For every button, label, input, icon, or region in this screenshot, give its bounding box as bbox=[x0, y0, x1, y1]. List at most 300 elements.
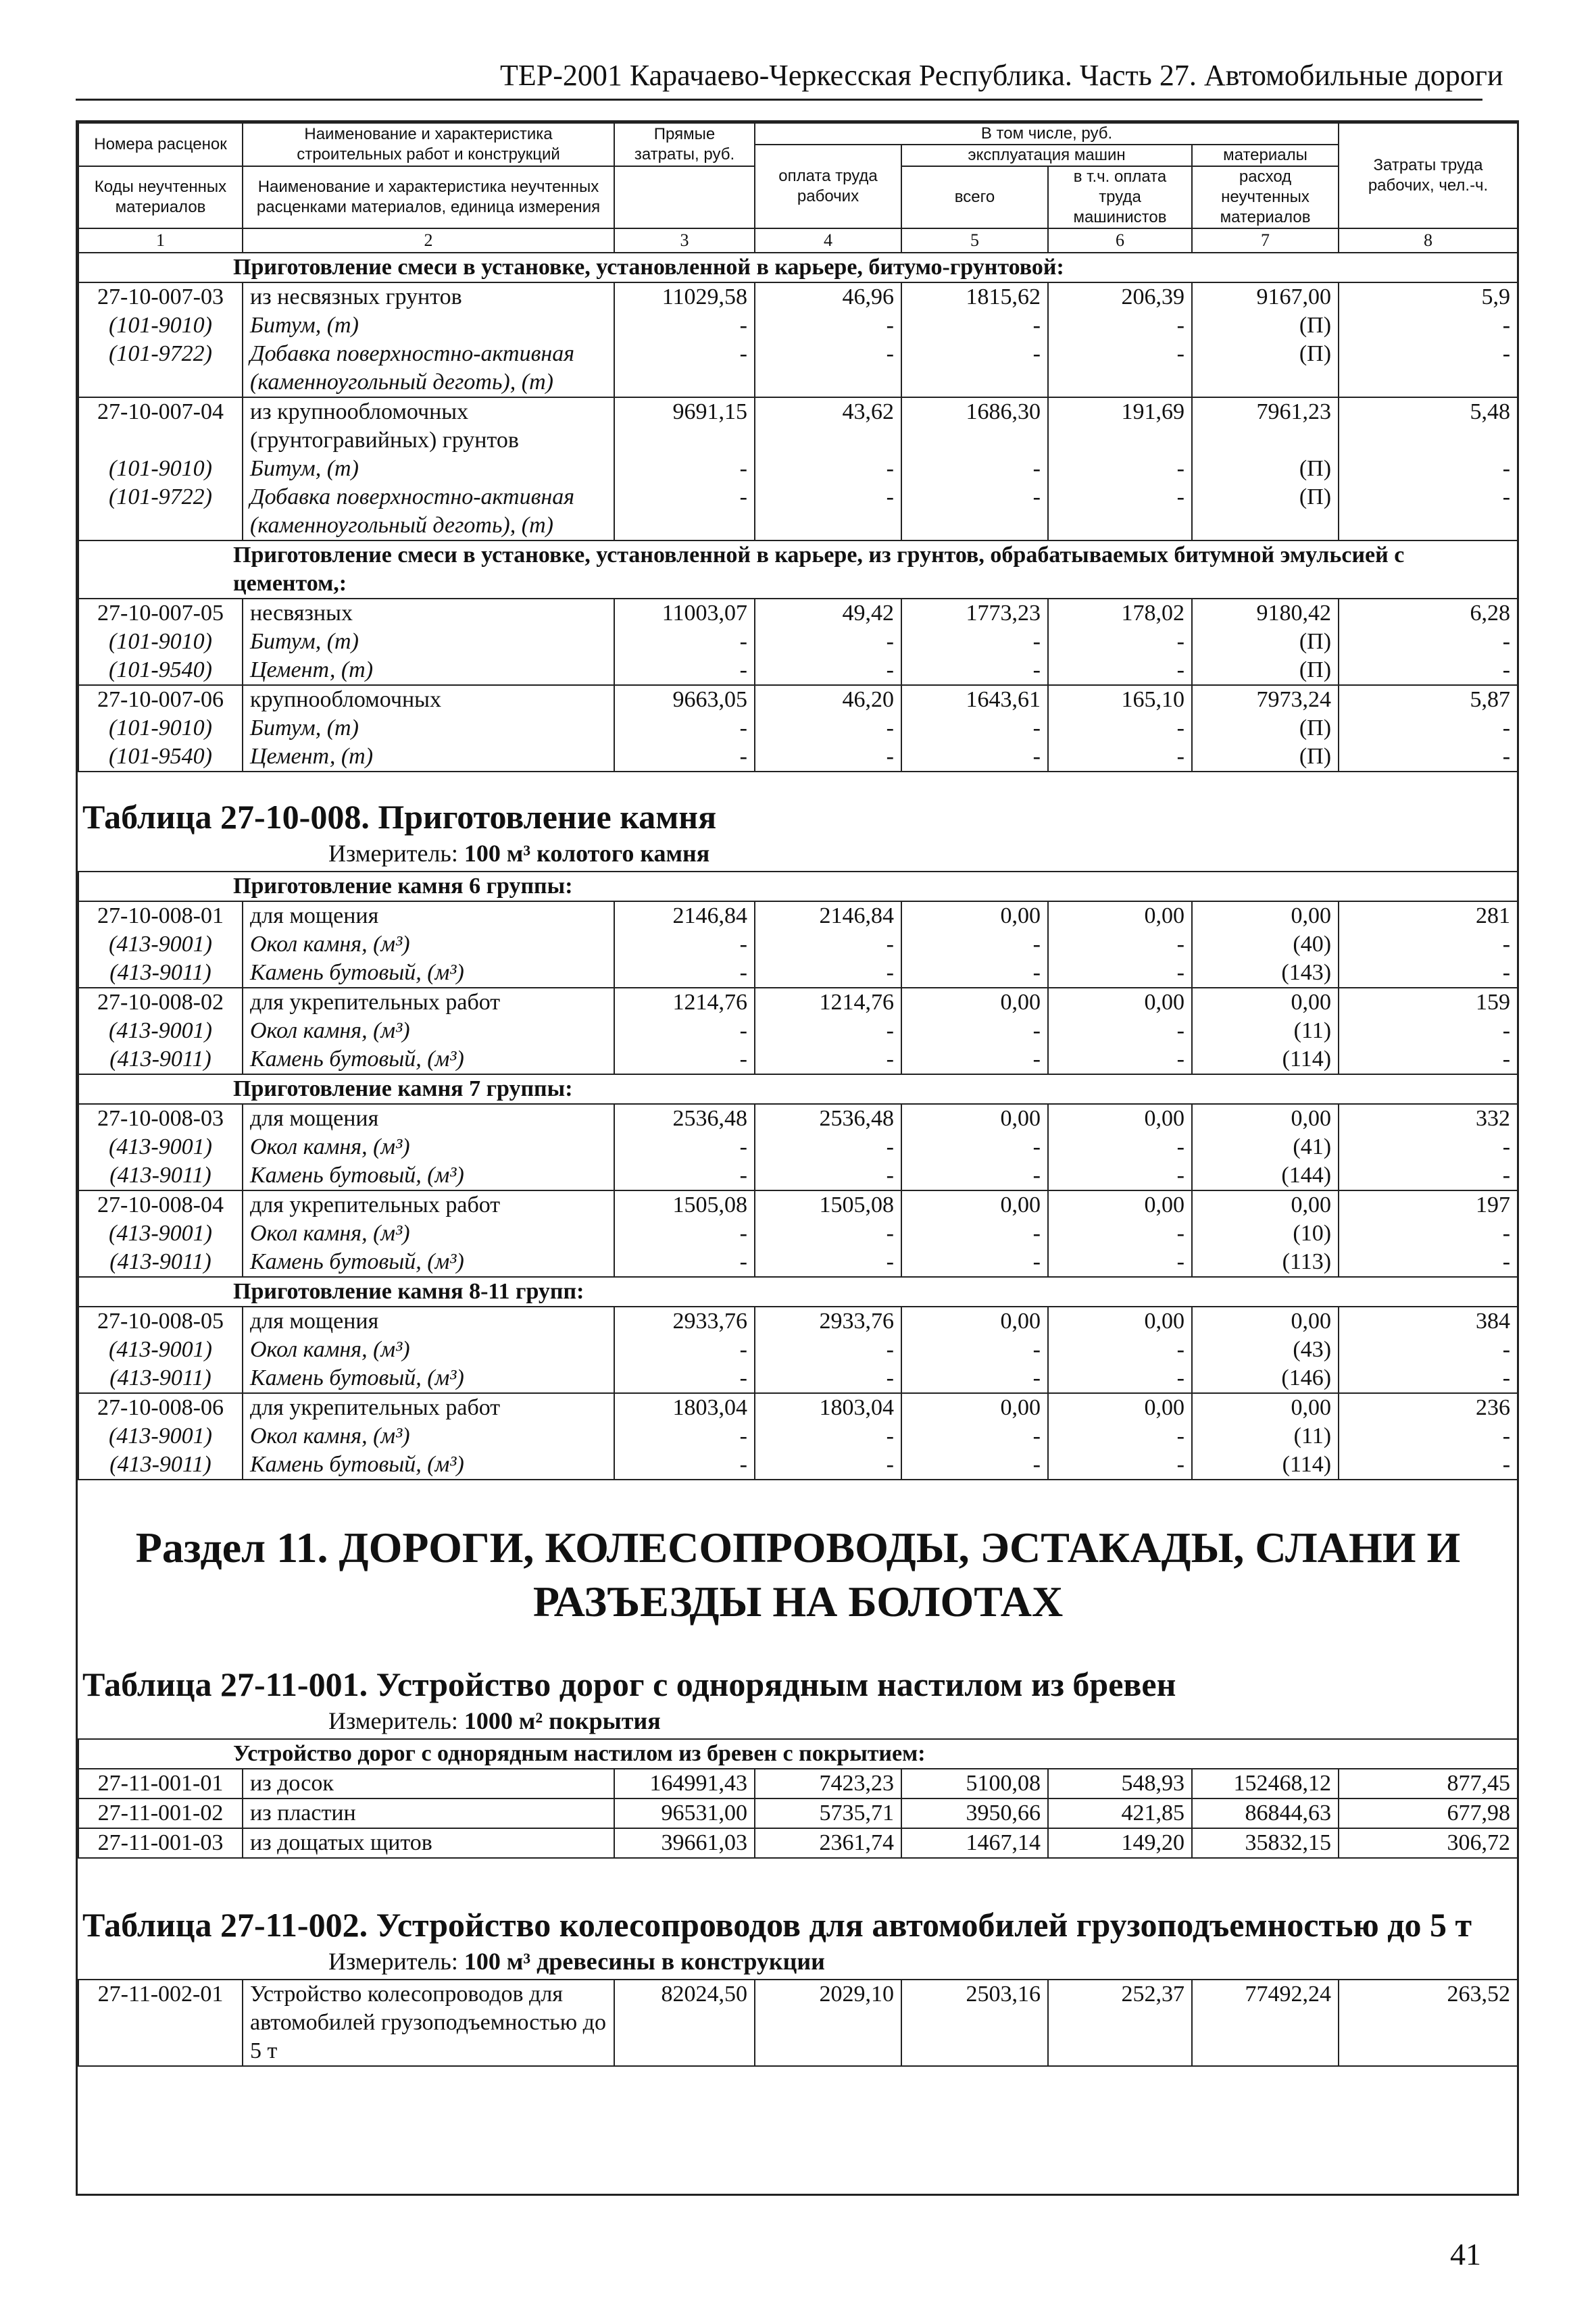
rate-code-cell: 27-10-007-05 bbox=[78, 599, 243, 628]
labor-hours-cell: 281 bbox=[1339, 901, 1518, 930]
machines-total-cell: - bbox=[901, 1248, 1048, 1277]
labor-hours-cell: 5,87 bbox=[1339, 685, 1518, 714]
unit-line bbox=[78, 1706, 1518, 1736]
worker-pay-cell: 5735,71 bbox=[755, 1799, 901, 1828]
worker-pay-cell: 1214,76 bbox=[755, 988, 901, 1017]
direct-costs-cell: - bbox=[614, 483, 755, 540]
column-header-materials: материалы bbox=[1192, 145, 1339, 166]
column-number: 2 bbox=[243, 228, 614, 253]
labor-hours-cell: 306,72 bbox=[1339, 1828, 1518, 1858]
direct-costs-cell: - bbox=[614, 1422, 755, 1451]
group-heading: Приготовление смеси в установке, установленной в карьере, из грунтов, обрабатываемых битумной эмульсией с цементом,: bbox=[78, 540, 1518, 599]
column-number: 1 bbox=[78, 228, 243, 253]
labor-hours-cell: - bbox=[1339, 1451, 1518, 1480]
operators-pay-cell: - bbox=[1048, 1364, 1192, 1393]
worker-pay-cell: - bbox=[755, 959, 901, 988]
machines-total-cell: 1815,62 bbox=[901, 282, 1048, 311]
rate-name-cell: Окол камня, (м³) bbox=[243, 1336, 614, 1364]
material-use-cell: (146) bbox=[1192, 1364, 1339, 1393]
labor-hours-cell: - bbox=[1339, 1336, 1518, 1364]
running-header: ТЕР-2001 Карачаево-Черкесская Республика. Часть 27. Автомобильные дороги bbox=[500, 59, 1503, 92]
material-use-cell: (114) bbox=[1192, 1045, 1339, 1074]
direct-costs-cell: - bbox=[614, 1161, 755, 1190]
resource-row bbox=[78, 1045, 1518, 1074]
operators-pay-cell: 421,85 bbox=[1048, 1799, 1192, 1828]
column-number: 4 bbox=[755, 228, 901, 253]
labor-hours-cell: - bbox=[1339, 1161, 1518, 1190]
rate-code-cell: (413-9011) bbox=[78, 1364, 243, 1393]
direct-costs-cell: 2933,76 bbox=[614, 1307, 755, 1336]
labor-hours-cell: 263,52 bbox=[1339, 1980, 1518, 2066]
operators-pay-cell: - bbox=[1048, 1161, 1192, 1190]
worker-pay-cell: - bbox=[755, 340, 901, 397]
operators-pay-cell: - bbox=[1048, 1422, 1192, 1451]
rate-name-cell: для мощения bbox=[243, 1104, 614, 1133]
material-use-cell: (144) bbox=[1192, 1161, 1339, 1190]
direct-costs-cell: 39661,03 bbox=[614, 1828, 755, 1858]
table-title: Таблица 27-11-002. Устройство колесопроводов для автомобилей грузоподъемностью до 5 т bbox=[82, 1906, 1472, 1944]
operators-pay-cell: - bbox=[1048, 1045, 1192, 1074]
table-title-cell bbox=[78, 1659, 1518, 1739]
material-use-cell: (П) bbox=[1192, 714, 1339, 743]
unit-value: 1000 м² покрытия bbox=[464, 1707, 661, 1734]
unit-line bbox=[78, 1946, 1518, 1976]
operators-pay-cell: - bbox=[1048, 340, 1192, 397]
labor-hours-cell: - bbox=[1339, 1045, 1518, 1074]
resource-row bbox=[78, 1248, 1518, 1277]
material-use-cell: 7973,24 bbox=[1192, 685, 1339, 714]
group-row bbox=[78, 253, 1518, 282]
labor-hours-cell: - bbox=[1339, 1017, 1518, 1045]
labor-hours-cell: - bbox=[1339, 1133, 1518, 1161]
material-use-cell: 86844,63 bbox=[1192, 1799, 1339, 1828]
operators-pay-cell: 165,10 bbox=[1048, 685, 1192, 714]
rate-code-cell: (413-9011) bbox=[78, 1451, 243, 1480]
rate-code-cell: (413-9011) bbox=[78, 959, 243, 988]
rate-code-cell: (101-9540) bbox=[78, 656, 243, 685]
worker-pay-cell: - bbox=[755, 1045, 901, 1074]
direct-costs-cell: - bbox=[614, 1045, 755, 1074]
worker-pay-cell: - bbox=[755, 1422, 901, 1451]
resource-row bbox=[78, 1336, 1518, 1364]
resource-row bbox=[78, 311, 1518, 340]
direct-costs-cell: 164991,43 bbox=[614, 1769, 755, 1799]
machines-total-cell: 2503,16 bbox=[901, 1980, 1048, 2066]
direct-costs-cell: 1505,08 bbox=[614, 1190, 755, 1219]
worker-pay-cell: - bbox=[755, 1364, 901, 1393]
material-use-cell: (П) bbox=[1192, 628, 1339, 656]
material-use-cell: 77492,24 bbox=[1192, 1980, 1339, 2066]
rate-name-cell: Окол камня, (м³) bbox=[243, 1017, 614, 1045]
column-number: 5 bbox=[901, 228, 1048, 253]
resource-row bbox=[78, 1364, 1518, 1393]
rate-code-cell: (101-9722) bbox=[78, 483, 243, 540]
worker-pay-cell: 43,62 bbox=[755, 397, 901, 455]
direct-costs-cell: 11003,07 bbox=[614, 599, 755, 628]
operators-pay-cell: - bbox=[1048, 1219, 1192, 1248]
group-row bbox=[78, 872, 1518, 901]
operators-pay-cell: - bbox=[1048, 483, 1192, 540]
material-use-cell: (10) bbox=[1192, 1219, 1339, 1248]
column-number: 3 bbox=[614, 228, 755, 253]
worker-pay-cell: 2933,76 bbox=[755, 1307, 901, 1336]
operators-pay-cell: 191,69 bbox=[1048, 397, 1192, 455]
column-header-row bbox=[78, 123, 1518, 145]
machines-total-cell: - bbox=[901, 455, 1048, 483]
labor-hours-cell: - bbox=[1339, 1248, 1518, 1277]
column-header-name-top: Наименование и характеристика строительных работ и конструкций bbox=[243, 123, 614, 166]
rate-code-cell: (413-9001) bbox=[78, 1422, 243, 1451]
unit-value: 100 м³ древесины в конструкции bbox=[464, 1948, 825, 1975]
operators-pay-cell: - bbox=[1048, 1248, 1192, 1277]
worker-pay-cell: 1505,08 bbox=[755, 1190, 901, 1219]
norm-table bbox=[78, 122, 1518, 2067]
machines-total-cell: - bbox=[901, 656, 1048, 685]
rate-name-cell: несвязных bbox=[243, 599, 614, 628]
worker-pay-cell: - bbox=[755, 1248, 901, 1277]
rate-name-cell: Цемент, (т) bbox=[243, 656, 614, 685]
operators-pay-cell: 178,02 bbox=[1048, 599, 1192, 628]
resource-row bbox=[78, 455, 1518, 483]
machines-total-cell: 0,00 bbox=[901, 1307, 1048, 1336]
direct-costs-cell: 1803,04 bbox=[614, 1393, 755, 1422]
operators-pay-cell: - bbox=[1048, 1017, 1192, 1045]
worker-pay-cell: - bbox=[755, 1336, 901, 1364]
rate-row bbox=[78, 599, 1518, 628]
material-use-cell: (143) bbox=[1192, 959, 1339, 988]
table-title-row bbox=[78, 1659, 1518, 1739]
operators-pay-cell: 0,00 bbox=[1048, 1307, 1192, 1336]
machines-total-cell: - bbox=[901, 1133, 1048, 1161]
rate-name-cell: Битум, (т) bbox=[243, 311, 614, 340]
material-use-cell: 35832,15 bbox=[1192, 1828, 1339, 1858]
worker-pay-cell: - bbox=[755, 1219, 901, 1248]
column-header-direct-costs-filler bbox=[614, 166, 755, 228]
labor-hours-cell: 6,28 bbox=[1339, 599, 1518, 628]
operators-pay-cell: - bbox=[1048, 656, 1192, 685]
group-row bbox=[78, 1074, 1518, 1104]
resource-row bbox=[78, 743, 1518, 772]
worker-pay-cell: - bbox=[755, 656, 901, 685]
rate-code-cell: 27-10-008-04 bbox=[78, 1190, 243, 1219]
machines-total-cell: 3950,66 bbox=[901, 1799, 1048, 1828]
machines-total-cell: - bbox=[901, 1422, 1048, 1451]
labor-hours-cell: - bbox=[1339, 628, 1518, 656]
labor-hours-cell: 236 bbox=[1339, 1393, 1518, 1422]
section-title-row bbox=[78, 1480, 1518, 1659]
table-title-cell bbox=[78, 1899, 1518, 1980]
rate-code-cell: (101-9722) bbox=[78, 340, 243, 397]
worker-pay-cell: - bbox=[755, 743, 901, 772]
rate-code-cell: 27-10-007-04 bbox=[78, 397, 243, 455]
direct-costs-cell: - bbox=[614, 714, 755, 743]
direct-costs-cell: - bbox=[614, 959, 755, 988]
labor-hours-cell: - bbox=[1339, 483, 1518, 540]
header-rule bbox=[76, 99, 1482, 101]
labor-hours-cell: - bbox=[1339, 455, 1518, 483]
column-number: 7 bbox=[1192, 228, 1339, 253]
machines-total-cell: - bbox=[901, 959, 1048, 988]
machines-total-cell: 0,00 bbox=[901, 988, 1048, 1017]
column-header-operators-pay: в т.ч. оплата труда машинистов bbox=[1048, 166, 1192, 228]
unit-line bbox=[78, 838, 1518, 868]
column-header-codes-top: Номера расценок bbox=[78, 123, 243, 166]
machines-total-cell: - bbox=[901, 1364, 1048, 1393]
direct-costs-cell: 2146,84 bbox=[614, 901, 755, 930]
material-use-cell: (43) bbox=[1192, 1336, 1339, 1364]
worker-pay-cell: 2029,10 bbox=[755, 1980, 901, 2066]
rate-name-cell: Окол камня, (м³) bbox=[243, 1219, 614, 1248]
material-use-cell: 0,00 bbox=[1192, 988, 1339, 1017]
rate-code-cell: 27-10-008-01 bbox=[78, 901, 243, 930]
rate-name-cell: Битум, (т) bbox=[243, 714, 614, 743]
group-heading: Приготовление камня 7 группы: bbox=[78, 1074, 1518, 1104]
spacer-row bbox=[78, 1858, 1518, 1899]
rate-name-cell: из пластин bbox=[243, 1799, 614, 1828]
machines-total-cell: - bbox=[901, 1045, 1048, 1074]
direct-costs-cell: - bbox=[614, 1364, 755, 1393]
worker-pay-cell: 2361,74 bbox=[755, 1828, 901, 1858]
direct-costs-cell: - bbox=[614, 1336, 755, 1364]
rate-code-cell: (413-9001) bbox=[78, 1219, 243, 1248]
rate-name-cell: Камень бутовый, (м³) bbox=[243, 1364, 614, 1393]
rate-code-cell: 27-10-008-03 bbox=[78, 1104, 243, 1133]
labor-hours-cell: - bbox=[1339, 959, 1518, 988]
rate-block bbox=[78, 282, 1518, 540]
rate-name-cell: Камень бутовый, (м³) bbox=[243, 959, 614, 988]
labor-hours-cell: 197 bbox=[1339, 1190, 1518, 1219]
labor-hours-cell: 877,45 bbox=[1339, 1769, 1518, 1799]
rate-code-cell: (413-9001) bbox=[78, 930, 243, 959]
labor-hours-cell: - bbox=[1339, 656, 1518, 685]
rate-name-cell: Окол камня, (м³) bbox=[243, 930, 614, 959]
resource-row bbox=[78, 340, 1518, 397]
machines-total-cell: 1467,14 bbox=[901, 1828, 1048, 1858]
table-title-row bbox=[78, 1899, 1518, 1980]
rate-row bbox=[78, 1980, 1518, 2066]
machines-total-cell: 5100,08 bbox=[901, 1769, 1048, 1799]
material-use-cell: 9180,42 bbox=[1192, 599, 1339, 628]
machines-total-cell: - bbox=[901, 311, 1048, 340]
section-title: Раздел 11. ДОРОГИ, КОЛЕСОПРОВОДЫ, ЭСТАКАДЫ, СЛАНИ И РАЗЪЕЗДЫ НА БОЛОТАХ bbox=[135, 1524, 1461, 1626]
machines-total-cell: - bbox=[901, 714, 1048, 743]
unit-value: 100 м³ колотого камня bbox=[464, 840, 710, 867]
page-frame bbox=[76, 120, 1519, 2196]
spacer bbox=[78, 772, 1518, 791]
section-title-cell bbox=[78, 1480, 1518, 1659]
material-use-cell: 0,00 bbox=[1192, 1393, 1339, 1422]
spacer bbox=[78, 1858, 1518, 1899]
rate-code-cell: (413-9001) bbox=[78, 1133, 243, 1161]
rate-name-cell: из досок bbox=[243, 1769, 614, 1799]
column-header-direct-costs: Прямые затраты, руб. bbox=[614, 123, 755, 166]
column-number: 8 bbox=[1339, 228, 1518, 253]
worker-pay-cell: - bbox=[755, 455, 901, 483]
rate-name-cell: для укрепительных работ bbox=[243, 988, 614, 1017]
rate-block bbox=[78, 901, 1518, 1074]
group-heading: Приготовление смеси в установке, установленной в карьере, битумо-грунтовой: bbox=[78, 253, 1518, 282]
rate-name-cell: из крупнообломочных (грунтогравийных) грунтов bbox=[243, 397, 614, 455]
labor-hours-cell: 5,48 bbox=[1339, 397, 1518, 455]
operators-pay-cell: 0,00 bbox=[1048, 1104, 1192, 1133]
rate-code-cell: (101-9010) bbox=[78, 311, 243, 340]
labor-hours-cell: 5,9 bbox=[1339, 282, 1518, 311]
worker-pay-cell: 1803,04 bbox=[755, 1393, 901, 1422]
operators-pay-cell: - bbox=[1048, 455, 1192, 483]
rate-code-cell: (413-9011) bbox=[78, 1045, 243, 1074]
rate-block bbox=[78, 599, 1518, 772]
direct-costs-cell: - bbox=[614, 656, 755, 685]
operators-pay-cell: - bbox=[1048, 959, 1192, 988]
material-use-cell: 152468,12 bbox=[1192, 1769, 1339, 1799]
machines-total-cell: - bbox=[901, 930, 1048, 959]
table-title: Таблица 27-10-008. Приготовление камня bbox=[82, 798, 717, 836]
rate-row bbox=[78, 1307, 1518, 1336]
direct-costs-cell: - bbox=[614, 1017, 755, 1045]
column-header-machines-total: всего bbox=[901, 166, 1048, 228]
machines-total-cell: - bbox=[901, 628, 1048, 656]
direct-costs-cell: 96531,00 bbox=[614, 1799, 755, 1828]
direct-costs-cell: - bbox=[614, 1451, 755, 1480]
rate-name-cell: Битум, (т) bbox=[243, 455, 614, 483]
worker-pay-cell: 7423,23 bbox=[755, 1769, 901, 1799]
rate-row bbox=[78, 282, 1518, 311]
resource-row bbox=[78, 1422, 1518, 1451]
rate-name-cell: крупнообломочных bbox=[243, 685, 614, 714]
material-use-cell: (114) bbox=[1192, 1451, 1339, 1480]
material-use-cell: (113) bbox=[1192, 1248, 1339, 1277]
rate-name-cell: Битум, (т) bbox=[243, 628, 614, 656]
material-use-cell: 7961,23 bbox=[1192, 397, 1339, 455]
rate-name-cell: Цемент, (т) bbox=[243, 743, 614, 772]
labor-hours-cell: - bbox=[1339, 930, 1518, 959]
rate-code-cell: (101-9540) bbox=[78, 743, 243, 772]
worker-pay-cell: - bbox=[755, 628, 901, 656]
resource-row bbox=[78, 714, 1518, 743]
rate-name-cell: Добавка поверхностно-активная (каменноугольный деготь), (т) bbox=[243, 483, 614, 540]
material-use-cell: (П) bbox=[1192, 455, 1339, 483]
machines-total-cell: 0,00 bbox=[901, 1393, 1048, 1422]
rate-code-cell: (101-9010) bbox=[78, 628, 243, 656]
direct-costs-cell: - bbox=[614, 1248, 755, 1277]
rate-code-cell: (101-9010) bbox=[78, 714, 243, 743]
operators-pay-cell: - bbox=[1048, 1133, 1192, 1161]
direct-costs-cell: - bbox=[614, 455, 755, 483]
rate-row bbox=[78, 1190, 1518, 1219]
rate-row bbox=[78, 397, 1518, 455]
worker-pay-cell: 46,96 bbox=[755, 282, 901, 311]
rate-code-cell: 27-11-002-01 bbox=[78, 1980, 243, 2066]
operators-pay-cell: - bbox=[1048, 1336, 1192, 1364]
operators-pay-cell: - bbox=[1048, 628, 1192, 656]
resource-row bbox=[78, 1017, 1518, 1045]
rate-name-cell: Камень бутовый, (м³) bbox=[243, 1248, 614, 1277]
material-use-cell: 0,00 bbox=[1192, 1190, 1339, 1219]
direct-costs-cell: 1214,76 bbox=[614, 988, 755, 1017]
worker-pay-cell: - bbox=[755, 930, 901, 959]
rate-name-cell: Устройство колесопроводов для автомобилей грузоподъемностью до 5 т bbox=[243, 1980, 614, 2066]
rate-code-cell: (101-9010) bbox=[78, 455, 243, 483]
column-header-codes-bottom: Коды неучтенных материалов bbox=[78, 166, 243, 228]
material-use-cell: (П) bbox=[1192, 656, 1339, 685]
labor-hours-cell: 332 bbox=[1339, 1104, 1518, 1133]
material-use-cell: 0,00 bbox=[1192, 1307, 1339, 1336]
rate-name-cell: Камень бутовый, (м³) bbox=[243, 1045, 614, 1074]
rate-block bbox=[78, 1307, 1518, 1480]
worker-pay-cell: - bbox=[755, 1451, 901, 1480]
column-number-row bbox=[78, 228, 1518, 253]
direct-costs-cell: - bbox=[614, 743, 755, 772]
worker-pay-cell: 49,42 bbox=[755, 599, 901, 628]
machines-total-cell: 0,00 bbox=[901, 901, 1048, 930]
resource-row bbox=[78, 1451, 1518, 1480]
machines-total-cell: 0,00 bbox=[901, 1104, 1048, 1133]
direct-costs-cell: 82024,50 bbox=[614, 1980, 755, 2066]
material-use-cell: (П) bbox=[1192, 483, 1339, 540]
column-header-worker-pay: оплата труда рабочих bbox=[755, 145, 901, 228]
rate-name-cell: Окол камня, (м³) bbox=[243, 1133, 614, 1161]
table-title: Таблица 27-11-001. Устройство дорог с однорядным настилом из бревен bbox=[82, 1665, 1176, 1703]
rate-code-cell: (413-9001) bbox=[78, 1017, 243, 1045]
worker-pay-cell: 46,20 bbox=[755, 685, 901, 714]
worker-pay-cell: - bbox=[755, 483, 901, 540]
rate-code-cell: 27-11-001-01 bbox=[78, 1769, 243, 1799]
machines-total-cell: - bbox=[901, 1017, 1048, 1045]
rate-name-cell: Камень бутовый, (м³) bbox=[243, 1161, 614, 1190]
material-use-cell: 0,00 bbox=[1192, 901, 1339, 930]
material-use-cell: 9167,00 bbox=[1192, 282, 1339, 311]
resource-row bbox=[78, 1219, 1518, 1248]
operators-pay-cell: 0,00 bbox=[1048, 1393, 1192, 1422]
labor-hours-cell: - bbox=[1339, 714, 1518, 743]
spacer-row bbox=[78, 772, 1518, 791]
labor-hours-cell: - bbox=[1339, 340, 1518, 397]
rate-name-cell: Добавка поверхностно-активная (каменноугольный деготь), (т) bbox=[243, 340, 614, 397]
material-use-cell: (П) bbox=[1192, 743, 1339, 772]
rate-name-cell: для укрепительных работ bbox=[243, 1190, 614, 1219]
rate-code-cell: (413-9011) bbox=[78, 1161, 243, 1190]
machines-total-cell: - bbox=[901, 743, 1048, 772]
direct-costs-cell: - bbox=[614, 311, 755, 340]
column-header-material-use: расход неучтенных материалов bbox=[1192, 166, 1339, 228]
rate-row bbox=[78, 988, 1518, 1017]
operators-pay-cell: 149,20 bbox=[1048, 1828, 1192, 1858]
table-title-cell bbox=[78, 791, 1518, 872]
labor-hours-cell: - bbox=[1339, 311, 1518, 340]
group-row bbox=[78, 540, 1518, 599]
direct-costs-cell: - bbox=[614, 340, 755, 397]
rate-code-cell: (413-9001) bbox=[78, 1336, 243, 1364]
group-heading: Устройство дорог с однорядным настилом из бревен с покрытием: bbox=[78, 1739, 1518, 1769]
machines-total-cell: - bbox=[901, 1219, 1048, 1248]
operators-pay-cell: 548,93 bbox=[1048, 1769, 1192, 1799]
rate-name-cell: для укрепительных работ bbox=[243, 1393, 614, 1422]
operators-pay-cell: - bbox=[1048, 311, 1192, 340]
machines-total-cell: - bbox=[901, 1336, 1048, 1364]
rate-block bbox=[78, 1769, 1518, 1858]
material-use-cell: (40) bbox=[1192, 930, 1339, 959]
material-use-cell: (П) bbox=[1192, 340, 1339, 397]
rate-code-cell: 27-10-008-05 bbox=[78, 1307, 243, 1336]
worker-pay-cell: - bbox=[755, 1161, 901, 1190]
rate-name-cell: для мощения bbox=[243, 901, 614, 930]
worker-pay-cell: - bbox=[755, 1133, 901, 1161]
worker-pay-cell: - bbox=[755, 1017, 901, 1045]
material-use-cell: (П) bbox=[1192, 311, 1339, 340]
resource-row bbox=[78, 959, 1518, 988]
page-number: 41 bbox=[1450, 2237, 1481, 2271]
rate-code-cell: 27-10-008-02 bbox=[78, 988, 243, 1017]
